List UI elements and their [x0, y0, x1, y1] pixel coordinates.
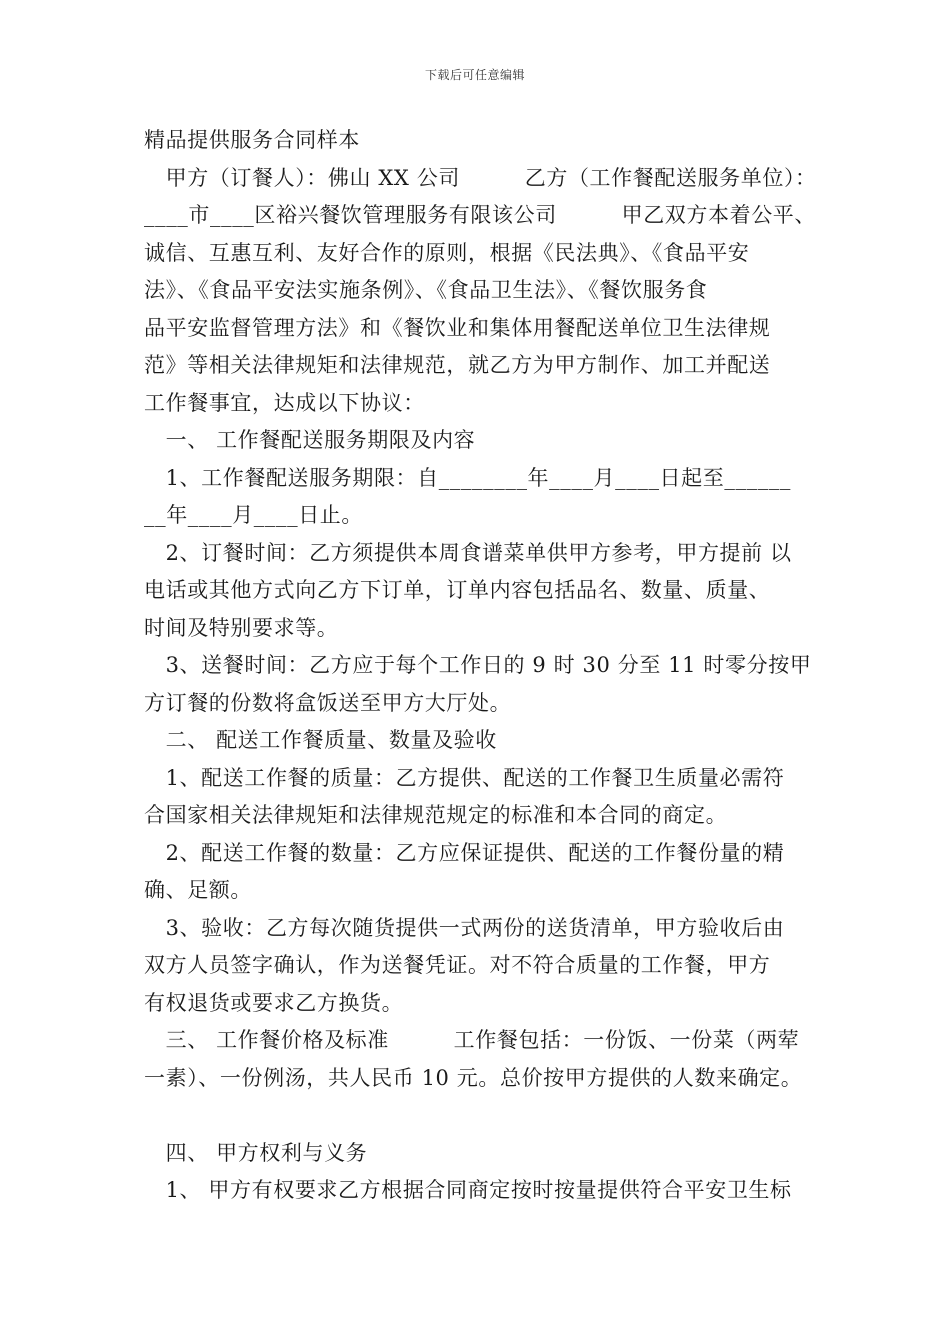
- text-line: 一素）、一份例汤，共人民币 10 元。总价按甲方提供的人数来确定。: [144, 1065, 803, 1090]
- text-line: 3、送餐时间：乙方应于每个工作日的 9 时 30 分至 11 时零分按甲: [144, 653, 812, 677]
- section-heading-3: 三、 工作餐价格及标准 工作餐包括：一份饭、一份菜（两荤: [144, 1028, 800, 1052]
- text-line: 有权退货或要求乙方换货。: [144, 990, 404, 1015]
- text-line: 方订餐的份数将盒饭送至甲方大厅处。: [144, 690, 512, 715]
- section-heading-2: 二、 配送工作餐质量、数量及验收: [144, 728, 497, 752]
- text-line: 诚信、互惠互利、友好合作的原则，根据《民法典》、《食品平安: [144, 240, 750, 265]
- text-line: 确、足额。: [144, 878, 252, 902]
- document-body: [144, 122, 824, 1210]
- text-line: 1、配送工作餐的质量：乙方提供、配送的工作餐卫生质量必需符: [144, 765, 785, 790]
- section-heading-4: 四、 甲方权利与义务: [144, 1140, 368, 1165]
- text-line: 双方人员签字确认，作为送餐凭证。对不符合质量的工作餐，甲方: [144, 953, 771, 977]
- section-heading-1: 一、 工作餐配送服务期限及内容: [144, 428, 476, 452]
- text-line: 合国家相关法律规矩和法律规范规定的标准和本合同的商定。: [144, 803, 728, 827]
- text-line: 2、订餐时间：乙方须提供本周食谱菜单供甲方参考，甲方提前 以: [144, 540, 792, 565]
- text-line: 1、工作餐配送服务期限：自________年____月____日起至______: [144, 465, 791, 490]
- text-line: __年____月____日止。: [144, 503, 363, 527]
- text-line: 工作餐事宜，达成以下协议：: [144, 390, 425, 415]
- page-header-note: 下载后可任意编辑: [424, 68, 525, 82]
- text-line: 品平安监督管理方法》和《餐饮业和集体用餐配送单位卫生法律规: [144, 315, 771, 340]
- text-line: 范》等相关法律规矩和法律规范，就乙方为甲方制作、加工并配送: [144, 353, 771, 377]
- text-line: 1、 甲方有权要求乙方根据合同商定按时按量提供符合平安卫生标: [144, 1178, 792, 1202]
- text-line: 3、验收：乙方每次随货提供一式两份的送货清单，甲方验收后由: [144, 915, 785, 940]
- blank-line: [144, 1097, 824, 1135]
- text-line: ____市____区裕兴餐饮管理服务有限该公司 甲乙双方本着公平、: [144, 203, 816, 227]
- text-line: 电话或其他方式向乙方下订单，订单内容包括品名、数量、质量、: [144, 578, 771, 602]
- text-line: 2、配送工作餐的数量：乙方应保证提供、配送的工作餐份量的精: [144, 840, 785, 865]
- text-line: 甲方（订餐人）：佛山 XX 公司 乙方（工作餐配送服务单位）：: [144, 165, 817, 190]
- text-line: 法》、《食品平安法实施条例》、《食品卫生法》、《餐饮服务食: [144, 278, 708, 302]
- text-line: 时间及特别要求等。: [144, 615, 339, 640]
- document-title: 精品提供服务合同样本: [144, 128, 360, 152]
